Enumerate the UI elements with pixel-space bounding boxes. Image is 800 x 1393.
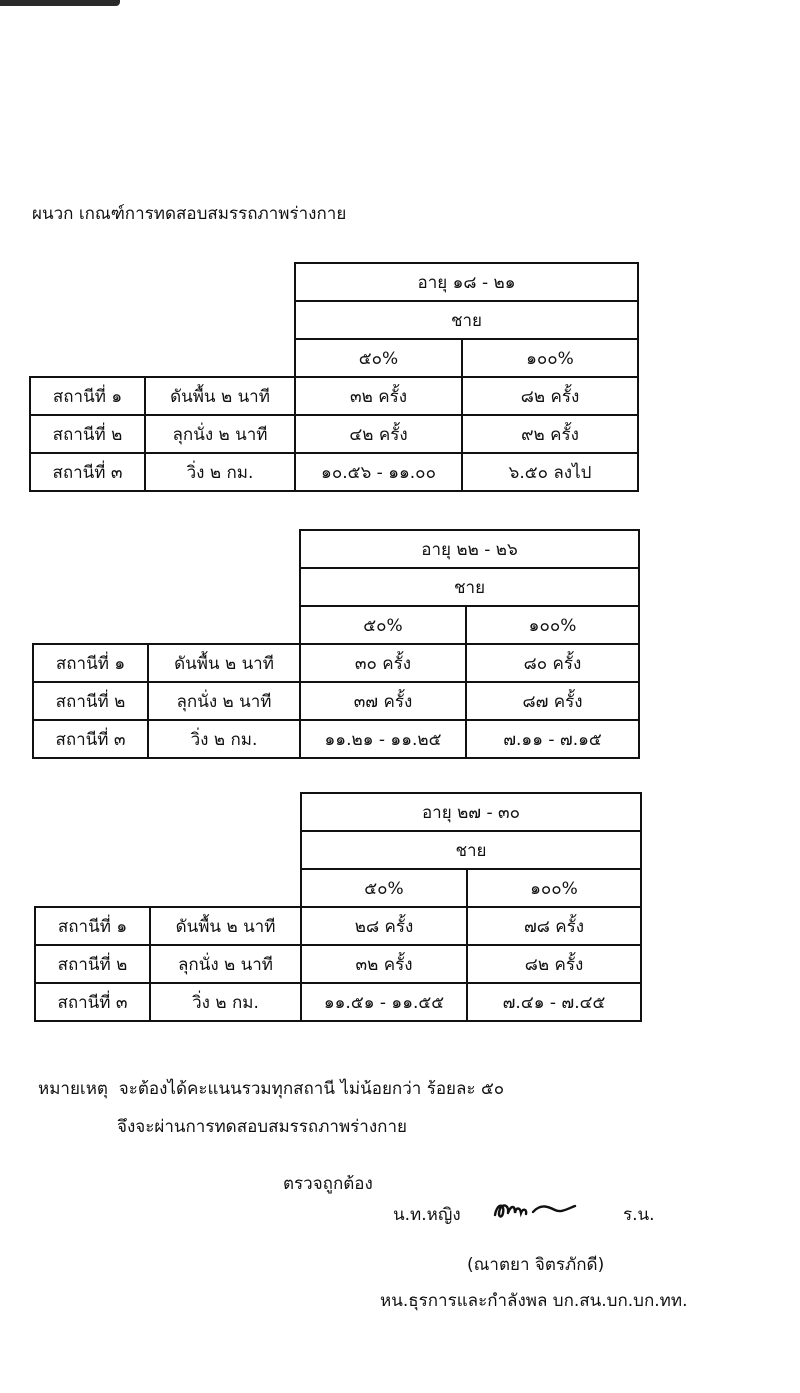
event-cell: วิ่ง ๒ กม. — [145, 453, 295, 491]
event-cell: วิ่ง ๒ กม. — [150, 983, 301, 1021]
p50-cell: ๑๑.๒๑ - ๑๑.๒๕ — [300, 720, 466, 758]
blank-corner — [30, 263, 295, 377]
table-row — [33, 682, 639, 720]
col-50-header: ๕๐% — [295, 339, 462, 377]
signature-line — [393, 1201, 693, 1231]
remark-text-1: จะต้องได้คะแนนรวมทุกสถานี ไม่น้อยกว่า ร้อยละ ๕๐ — [118, 1079, 505, 1099]
remark-label: หมายเหตุ — [38, 1079, 108, 1099]
signer-position: หน.ธุรการและกำลังพล บก.สน.บก.บก.ทท. — [380, 1291, 688, 1311]
p50-cell: ๔๒ ครั้ง — [295, 415, 462, 453]
table-row — [30, 453, 638, 491]
verification-text: ตรวจถูกต้อง — [283, 1174, 373, 1194]
blank-corner — [35, 793, 301, 907]
event-cell: ดันพื้น ๒ นาที — [150, 907, 301, 945]
handwritten-signature — [491, 1195, 581, 1225]
criteria-table-age-18-21 — [29, 262, 639, 492]
table-row — [35, 907, 641, 945]
gender-header: ชาย — [301, 831, 641, 869]
remarks — [38, 1070, 504, 1146]
remark-text-2: จึงจะผ่านการทดสอบสมรรถภาพร่างกาย — [117, 1117, 407, 1137]
scan-edge-mark — [0, 0, 120, 6]
remark-line-1 — [38, 1070, 504, 1108]
p100-cell: ๙๒ ครั้ง — [462, 415, 638, 453]
col-100-header: ๑๐๐% — [462, 339, 638, 377]
table-row — [30, 377, 638, 415]
age-header: อายุ ๒๗ - ๓๐ — [301, 793, 641, 831]
p100-cell: ๗.๑๑ - ๗.๑๕ — [466, 720, 639, 758]
station-cell: สถานีที่ ๓ — [33, 720, 148, 758]
table-row — [30, 415, 638, 453]
gender-header: ชาย — [295, 301, 638, 339]
table-row — [35, 983, 641, 1021]
gender-header: ชาย — [300, 568, 639, 606]
station-cell: สถานีที่ ๓ — [35, 983, 150, 1021]
station-cell: สถานีที่ ๑ — [33, 644, 148, 682]
signer-suffix: ร.น. — [623, 1205, 655, 1225]
p100-cell: ๘๐ ครั้ง — [466, 644, 639, 682]
event-cell: ลุกนั่ง ๒ นาที — [148, 682, 300, 720]
event-cell: ลุกนั่ง ๒ นาที — [150, 945, 301, 983]
criteria-table-age-27-30 — [34, 792, 642, 1022]
signer-rank: น.ท.หญิง — [393, 1205, 461, 1225]
p100-cell: ๘๗ ครั้ง — [466, 682, 639, 720]
p100-cell: ๗๘ ครั้ง — [467, 907, 641, 945]
p50-cell: ๑๐.๕๖ - ๑๑.๐๐ — [295, 453, 462, 491]
signer-name: (ณาตยา จิตรภักดี) — [467, 1255, 605, 1275]
station-cell: สถานีที่ ๓ — [30, 453, 145, 491]
p50-cell: ๓๒ ครั้ง — [295, 377, 462, 415]
p100-cell: ๘๒ ครั้ง — [462, 377, 638, 415]
table-row — [35, 945, 641, 983]
col-100-header: ๑๐๐% — [466, 606, 639, 644]
col-50-header: ๕๐% — [300, 606, 466, 644]
blank-corner — [33, 530, 300, 644]
table-row — [33, 644, 639, 682]
col-100-header: ๑๐๐% — [467, 869, 641, 907]
event-cell: วิ่ง ๒ กม. — [148, 720, 300, 758]
event-cell: ลุกนั่ง ๒ นาที — [145, 415, 295, 453]
p50-cell: ๓๒ ครั้ง — [301, 945, 467, 983]
page-heading: ผนวก เกณฑ์การทดสอบสมรรถภาพร่างกาย — [32, 204, 347, 224]
age-header: อายุ ๑๘ - ๒๑ — [295, 263, 638, 301]
p50-cell: ๒๘ ครั้ง — [301, 907, 467, 945]
station-cell: สถานีที่ ๒ — [35, 945, 150, 983]
table-row — [33, 720, 639, 758]
station-cell: สถานีที่ ๑ — [30, 377, 145, 415]
p100-cell: ๖.๕๐ ลงไป — [462, 453, 638, 491]
col-50-header: ๕๐% — [301, 869, 467, 907]
p100-cell: ๘๒ ครั้ง — [467, 945, 641, 983]
event-cell: ดันพื้น ๒ นาที — [148, 644, 300, 682]
criteria-table-age-22-26 — [32, 529, 640, 759]
station-cell: สถานีที่ ๒ — [33, 682, 148, 720]
p100-cell: ๗.๔๑ - ๗.๔๕ — [467, 983, 641, 1021]
station-cell: สถานีที่ ๑ — [35, 907, 150, 945]
event-cell: ดันพื้น ๒ นาที — [145, 377, 295, 415]
age-header: อายุ ๒๒ - ๒๖ — [300, 530, 639, 568]
p50-cell: ๓๗ ครั้ง — [300, 682, 466, 720]
p50-cell: ๑๑.๕๑ - ๑๑.๕๕ — [301, 983, 467, 1021]
p50-cell: ๓๐ ครั้ง — [300, 644, 466, 682]
station-cell: สถานีที่ ๒ — [30, 415, 145, 453]
